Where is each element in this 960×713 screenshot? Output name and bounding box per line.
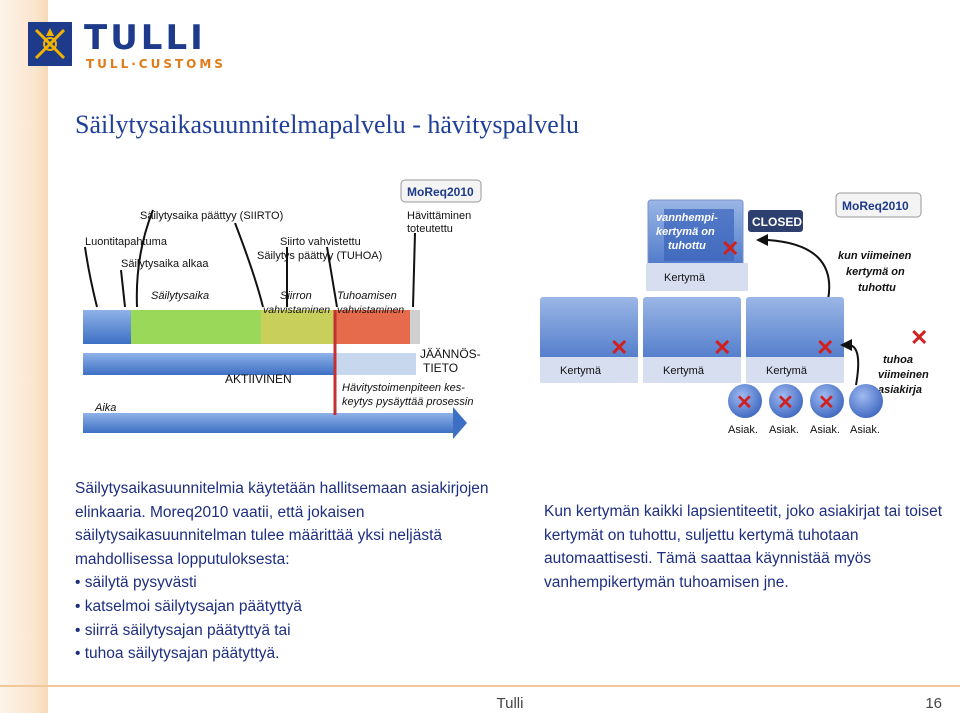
label-destruction-done-1: Hävittäminen: [407, 210, 472, 222]
label-active: AKTIIVINEN: [225, 372, 292, 386]
label-time: Aika: [95, 402, 117, 414]
list-item: • siirrä säilytysajan päätyttyä tai: [75, 619, 525, 643]
svg-text:✕: ✕: [777, 392, 794, 414]
logo-wordmark: TULLI: [84, 18, 206, 58]
label-destruction-done-2: toteutettu: [407, 223, 453, 235]
list-item: • tuhoa säilytysajan päätyttyä.: [75, 642, 525, 666]
svg-text:Asiak.: Asiak.: [728, 424, 758, 436]
right-description: Kun kertymän kaikki lapsientiteetit, joko asiakirjat tai toiset kertymät on tuhottu, suljettu kertymä tuhotaan automaattisesti. Tämä saattaa käynnistää myös vanhempikertymän tuhoamisen jne.: [544, 503, 943, 591]
decorative-side-bar: [0, 0, 48, 713]
tulli-emblem-logo: [28, 22, 72, 66]
svg-text:kertymä on: kertymä on: [846, 266, 905, 278]
label-retention-starts: Säilytysaika alkaa: [121, 258, 209, 270]
svg-text:✕: ✕: [736, 392, 753, 414]
retention-segment: [131, 310, 261, 344]
closed-badge: CLOSED: [752, 215, 803, 229]
svg-text:vannhempi-: vannhempi-: [656, 212, 718, 224]
svg-text:✕: ✕: [713, 335, 732, 360]
label-transfer-confirmed: Siirto vahvistettu: [280, 236, 361, 248]
svg-text:kertymä on: kertymä on: [656, 226, 715, 238]
active-phase-bar: [83, 353, 336, 375]
label-destroy-suspend-1: Hävitystoimenpiteen kes-: [342, 382, 465, 394]
label-residual-1: JÄÄNNÖS-: [420, 347, 481, 361]
footer-divider: [0, 685, 960, 687]
svg-text:✕: ✕: [610, 335, 629, 360]
footer-org: Tulli: [496, 695, 524, 712]
svg-text:viimeinen: viimeinen: [878, 369, 929, 381]
svg-text:tuhottu: tuhottu: [858, 282, 896, 294]
svg-text:tuhoa: tuhoa: [883, 354, 913, 366]
left-description: [75, 477, 525, 666]
logo-subtitle: TULL·CUSTOMS: [86, 57, 226, 71]
label-destroy-confirm-2: vahvistaminen: [337, 304, 405, 316]
label-destroy-confirm-1: Tuhoamisen: [337, 290, 397, 302]
svg-text:Asiak.: Asiak.: [810, 424, 840, 436]
svg-text:Asiak.: Asiak.: [850, 424, 880, 436]
list-item: • katselmoi säilytysajan päätyttyä: [75, 595, 525, 619]
kertyma-label-top: Kertymä: [664, 272, 705, 284]
kertyma-label-2: Kertymä: [663, 365, 704, 377]
label-residual-2: TIETO: [423, 361, 459, 375]
label-retention-ends-destroy: Säilytys päättyy (TUHOA): [257, 250, 383, 262]
kertyma-label-1: Kertymä: [560, 365, 601, 377]
svg-text:asiakirja: asiakirja: [878, 384, 923, 396]
slide-title: Säilytysaikasuunnitelmapalvelu - hävityspalvelu: [75, 110, 580, 139]
svg-text:✕: ✕: [721, 236, 740, 261]
list-item: • säilytä pysyvästi: [75, 571, 525, 595]
moreq-badge-aggregation: MoReq2010: [842, 199, 909, 213]
label-transfer-confirm-1: Siirron: [280, 290, 312, 302]
label-retention-period: Säilytysaika: [151, 290, 210, 302]
label-creation-event: Luontitapahtuma: [85, 236, 167, 248]
outcome-list: [75, 571, 525, 665]
label-transfer-confirm-2: vahvistaminen: [263, 304, 331, 316]
label-destroy-suspend-2: keytys pysäyttää prosessin: [342, 396, 474, 408]
left-intro-text: Säilytysaikasuunnitelmia käytetään hallitsemaan asiakirjojen elinkaaria. Moreq2010 vaatii, että jokaisen säilytysaikasuunnitelman tulee määrittää yksi neljästä mahdollisessa lopputuloksesta:: [75, 480, 489, 568]
label-retention-ends-transfer: Säilytysaika päättyy (SIIRTO): [140, 210, 284, 222]
retention-timeline-diagram: [75, 175, 495, 445]
svg-text:✕: ✕: [910, 325, 929, 350]
svg-text:✕: ✕: [816, 335, 835, 360]
moreq-badge-timeline: MoReq2010: [407, 185, 474, 199]
page-number: 16: [925, 695, 942, 712]
svg-text:✕: ✕: [818, 392, 835, 414]
time-axis-bar: [83, 413, 453, 433]
svg-text:tuhottu: tuhottu: [668, 240, 706, 252]
aggregation-destruction-diagram: [538, 185, 948, 445]
svg-text:Asiak.: Asiak.: [769, 424, 799, 436]
timeline-pre-segment: [83, 310, 131, 344]
kertyma-label-3: Kertymä: [766, 365, 807, 377]
svg-text:kun viimeinen: kun viimeinen: [838, 250, 912, 262]
